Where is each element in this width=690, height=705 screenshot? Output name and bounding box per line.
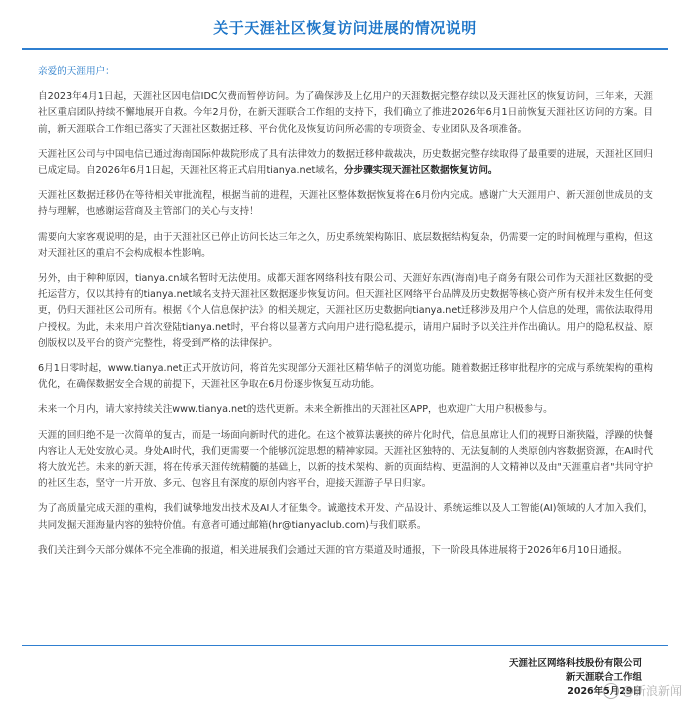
- paragraph-10: 我们关注到今天部分媒体不完全准确的报道，相关进展我们会通过天涯的官方渠道及时通报，下一阶段具体进展将于2026年6月10日通报。: [38, 544, 628, 556]
- paragraph-8: 天涯的回归绝不是一次简单的复古，而是一场面向新时代的进化。在这个被算法裹挟的碎片化时代，信息虽席让人们的视野日渐狭隘，浮躁的快餐内容让人无处安放心灵。身处AI时代，我们更需要一个能够沉淀思想的精神家园。天涯社区独特的、无法复制的人类原创内容数据资源，在AI时代将大放光芒。未来的新天涯，将在传承天涯传统精髓的基础上，以新的技术架构、新的页面结构、更温润的人文精神以及由"天涯重启者"共同守护的社区生态，坚守一片开放、多元、包容且有深度的原创内容平台，迎接天涯游子早日归家。: [38, 429, 653, 490]
- page-title: 关于天涯社区恢复访问进展的情况说明: [213, 19, 477, 37]
- paragraph-7: 未来一个月内，请大家持续关注www.tianya.net的迭代更新。未来全新推出的天涯社区APP，也欢迎广大用户积极参与。: [38, 404, 553, 416]
- title-divider: [22, 48, 668, 50]
- paragraph-6: 6月1日零时起，www.tianya.net正式开放访问，将首先实现部分天涯社区精华帖子的浏览功能。随着数据迁移审批程序的完成与系统架构的重构优化，在确保数据安全合规的前提下，天涯社区争取在6月份逐步恢复互动功能。: [38, 363, 653, 391]
- signature-company: 天涯社区网络科技股份有限公司: [508, 658, 642, 669]
- paragraph-1: 自2023年4月1日起，天涯社区因电信IDC欠费而暂停访问。为了确保涉及上亿用户的天涯数据完整存续以及天涯社区的恢复访问，三年来，天涯社区重启团队持续不懈地展开自救。今年2月份，在新天涯联合工作组的支持下，我们确立了推进2026年6月1日前恢复天涯社区访问的方案。目前，新天涯联合工作组已落实了天涯社区数据迁移、平台优化及恢复访问所必需的专项资金、专业团队及各项准备。: [38, 91, 653, 135]
- paragraph-5: 另外，由于种种原因，tianya.cn域名暂时无法使用。成都天涯客网络科技有限公司、天涯好东西(海南)电子商务有限公司作为天涯社区数据的受托运营方，仅以其持有的tianya.net域名支持天涯社区数据逐步恢复访问。但天涯社区网络平台品牌及历史数据等核心资产所有权并未发生任何变更，仍归天涯社区公司所有。根据《个人信息保护法》的相关规定，天涯社区历史数据向tianya.net迁移涉及用户个人信息的处理，需依法取得用户授权。为此，未来用户首次登陆tianya.net时，平台将以显著方式向用户进行隐私提示，请用户届时予以关注并作出确认。用户的隐私权益、原创版权以及平台的资产完整性，将受到严格的法律保护。: [38, 273, 653, 349]
- emphasis-text: 分步骤实现天涯社区数据恢复访问。: [344, 165, 498, 177]
- signature-date: 2026年5月29日: [567, 686, 642, 697]
- signature-group: 新天涯联合工作组: [565, 672, 642, 683]
- document-body: [38, 64, 653, 568]
- footer-divider: [22, 645, 668, 646]
- paragraph-9: 为了高质量完成天涯的重构，我们诚挚地发出技术及AI人才征集令。诚邀技术开发、产品设计、系统运维以及人工智能(AI)领域的人才加入我们，共同发掘天涯海量内容的独特价值。有意者可通过邮箱(hr@tianyaclub.com)与我们联系。: [38, 503, 653, 531]
- watermark: [603, 682, 682, 699]
- paragraph-2: 天涯社区公司与中国电信已通过海南国际仲裁院形成了具有法律效力的数据迁移仲裁裁决，历史数据完整存续取得了最重要的进展，天涯社区回归已成定局。自2026年6月1日起，天涯社区将正式启用tianya.net域名，分步骤实现天涯社区数据恢复访问。: [38, 148, 653, 177]
- paragraph-4: 需要向大家客观说明的是，由于天涯社区已停止访问长达三年之久，历史系统架构陈旧、底层数据结构复杂，仍需要一定的时间梳理与重构，但这对天涯社区的重启不会构成根本性影响。: [38, 231, 653, 259]
- header: [0, 0, 690, 62]
- watermark-text: @新浪新闻: [621, 684, 682, 698]
- sina-eye-icon: [603, 683, 619, 699]
- paragraph-3: 天涯社区数据迁移仍在等待相关审批流程，根据当前的进程，天涯社区整体数据恢复将在6月份内完成。感谢广大天涯用户、新天涯创世成员的支持与理解，也感谢运营商及主管部门的关心与支持！: [38, 190, 653, 218]
- greeting: 亲爱的天涯用户：: [38, 66, 115, 77]
